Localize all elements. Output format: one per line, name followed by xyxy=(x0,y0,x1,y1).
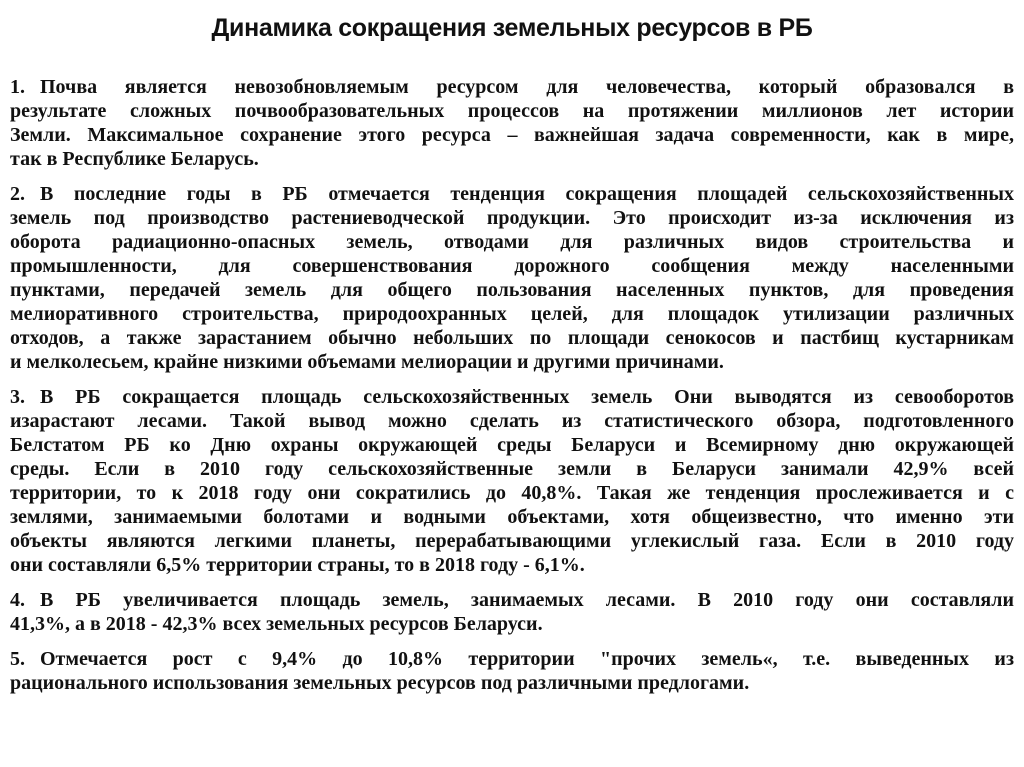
paragraph-number: 4. xyxy=(10,589,25,611)
text-line xyxy=(10,647,1014,671)
text-line xyxy=(10,147,1014,171)
line-text: Почва является невозобновляемым ресурсом для человечества, который образовался в xyxy=(40,76,1014,98)
line-text: пунктами, передачей земель для общего пользования населенных пунктов, для проведения xyxy=(10,279,1014,301)
line-text: мелиоративного строительства, природоохранных целей, для площадок утилизации различных xyxy=(10,303,1014,325)
line-text: территории, то к 2018 году они сократились до 40,8%. Такая же тенденция прослеживается и с xyxy=(10,482,1014,504)
text-line xyxy=(10,385,1014,409)
line-text: отходов, а также зарастанием обычно небольших по площади сенокосов и пастбищ кустарникам xyxy=(10,327,1014,349)
text-line xyxy=(10,75,1014,99)
paragraph-number: 2. xyxy=(10,183,25,205)
text-line xyxy=(10,230,1014,254)
line-text: промышленности, для совершенствования дорожного сообщения между населенными xyxy=(10,255,1014,277)
text-line xyxy=(10,350,1014,374)
line-text: и мелколесьем, крайне низкими объемами мелиорации и другими причинами. xyxy=(10,351,724,373)
text-line xyxy=(10,254,1014,278)
line-text: среды. Если в 2010 году сельскохозяйственные земли в Беларуси занимали 42,9% всей xyxy=(10,458,1014,480)
line-text: оборота радиационно-опасных земель, отводами для различных видов строительства и xyxy=(10,231,1014,253)
numbered-paragraph xyxy=(10,385,1014,577)
paragraph-number: 3. xyxy=(10,386,25,408)
line-text: В РБ увеличивается площадь земель, занимаемых лесами. В 2010 году они составляли xyxy=(40,589,1014,611)
text-line xyxy=(10,481,1014,505)
text-line xyxy=(10,457,1014,481)
slide-title: Динамика сокращения земельных ресурсов в РБ xyxy=(211,14,813,42)
text-line xyxy=(10,278,1014,302)
text-line xyxy=(10,588,1014,612)
numbered-paragraph xyxy=(10,588,1014,636)
line-text: Белстатом РБ ко Дню охраны окружающей среды Беларуси и Всемирному дню окружающей xyxy=(10,434,1014,456)
text-line xyxy=(10,612,1014,636)
text-line xyxy=(10,505,1014,529)
line-text: земель под производство растениеводческой продукции. Это происходит из-за исключения из xyxy=(10,207,1014,229)
slide-content xyxy=(10,75,1014,706)
text-line xyxy=(10,302,1014,326)
line-text: В РБ сокращается площадь сельскохозяйственных земель Они выводятся из севооборотов xyxy=(40,386,1014,408)
text-line xyxy=(10,409,1014,433)
paragraph-number: 5. xyxy=(10,648,25,670)
text-line xyxy=(10,206,1014,230)
paragraph-number: 1. xyxy=(10,76,25,98)
text-line xyxy=(10,123,1014,147)
text-line xyxy=(10,326,1014,350)
text-line xyxy=(10,182,1014,206)
line-text: Земли. Максимальное сохранение этого ресурса – важнейшая задача современности, как в мире, xyxy=(10,124,1014,146)
line-text: Отмечается рост с 9,4% до 10,8% территории "прочих земель«, т.е. выведенных из xyxy=(40,648,1014,670)
text-line xyxy=(10,553,1014,577)
line-text: землями, занимаемыми болотами и водными объектами, хотя общеизвестно, что именно эти xyxy=(10,506,1014,528)
line-text: изарастают лесами. Такой вывод можно сделать из статистического обзора, подготовленного xyxy=(10,410,1014,432)
numbered-paragraph xyxy=(10,182,1014,374)
line-text: объекты являются легкими планеты, перерабатывающими углекислый газа. Если в 2010 году xyxy=(10,530,1014,552)
text-line xyxy=(10,433,1014,457)
text-line xyxy=(10,671,1014,695)
line-text: так в Республике Беларусь. xyxy=(10,148,259,170)
line-text: результате сложных почвообразовательных процессов на протяжении миллионов лет истории xyxy=(10,100,1014,122)
line-text: рационального использования земельных ресурсов под различными предлогами. xyxy=(10,672,750,694)
line-text: 41,3%, а в 2018 - 42,3% всех земельных ресурсов Беларуси. xyxy=(10,613,543,635)
line-text: они составляли 6,5% территории страны, то в 2018 году - 6,1%. xyxy=(10,554,585,576)
text-line xyxy=(10,99,1014,123)
line-text: В последние годы в РБ отмечается тенденция сокращения площадей сельскохозяйственных xyxy=(40,183,1014,205)
numbered-paragraph xyxy=(10,75,1014,171)
numbered-paragraph xyxy=(10,647,1014,695)
text-line xyxy=(10,529,1014,553)
